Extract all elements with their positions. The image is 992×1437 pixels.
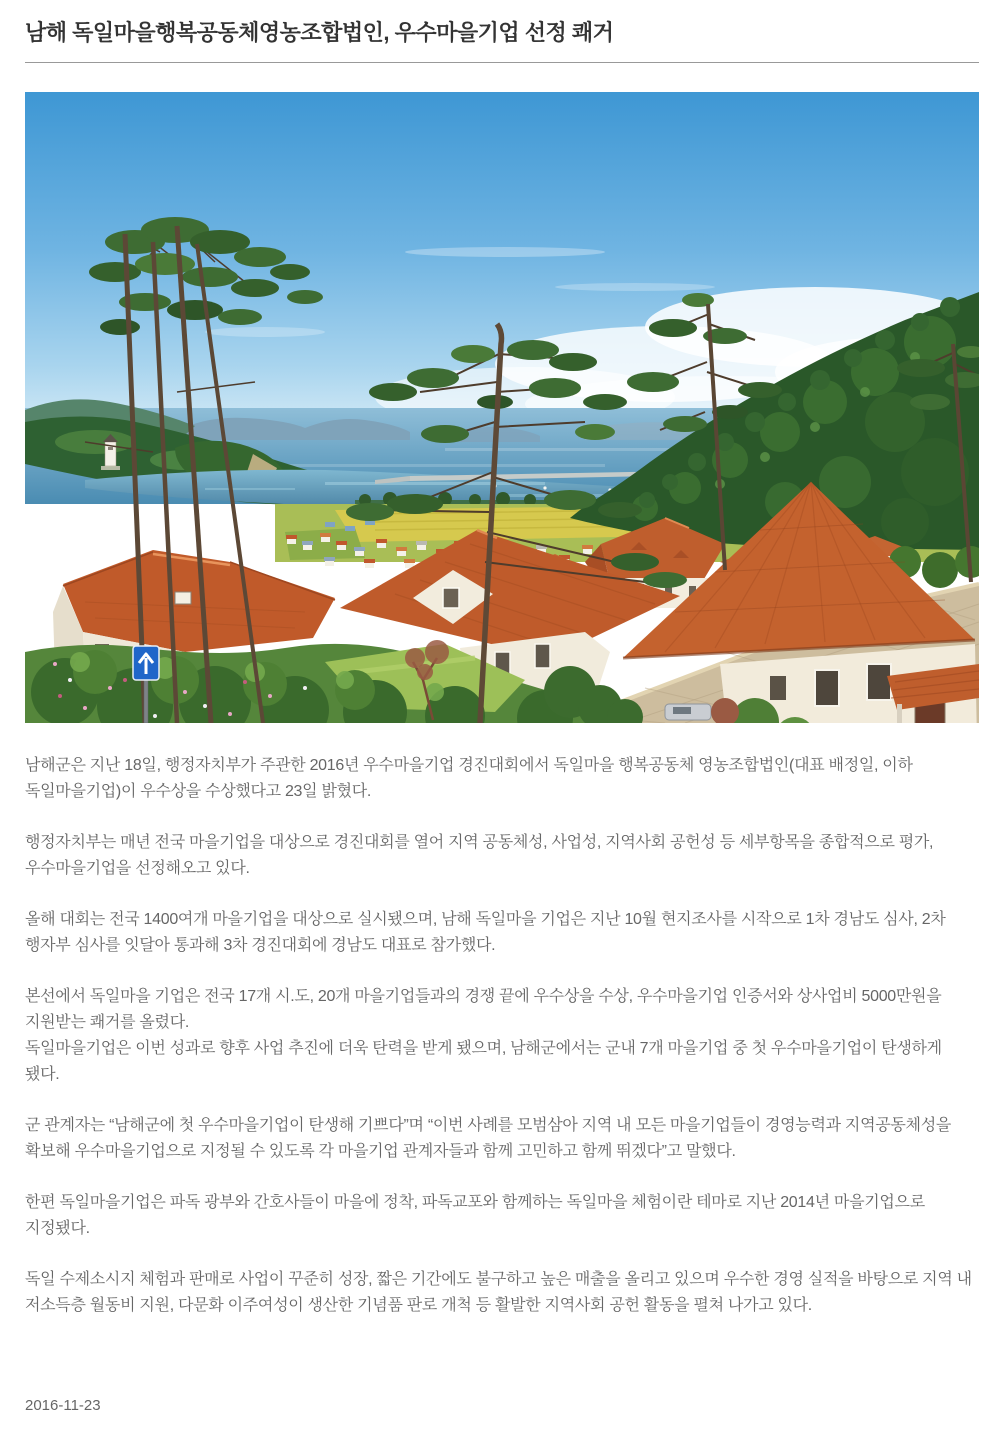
article-date: 2016-11-23: [25, 1397, 101, 1414]
article-body: [25, 753, 979, 1319]
paragraph-8: 독일 수제소시지 체험과 판매로 사업이 꾸준히 성장, 짧은 기간에도 불구하고 높은 매출을 올리고 있으며 우수한 경영 실적을 바탕으로 지역 내 저소득층 월동비 지원, 다문화 이주여성이 생산한 기념품 판로 개척 등 활발한 지역사회 공헌 활동을 펼쳐 나가고 있다.: [25, 1271, 972, 1314]
paragraph-7: 한편 독일마을기업은 파독 광부와 간호사들이 마을에 정착, 파독교포와 함께하는 독일마을 체험이란 테마로 지난 2014년 마을기업으로 지정됐다.: [25, 1194, 925, 1237]
paragraph-2: 행정자치부는 매년 전국 마을기업을 대상으로 경진대회를 열어 지역 공동체성, 사업성, 지역사회 공헌성 등 세부항목을 종합적으로 평가, 우수마을기업을 선정해오고 있다.: [25, 834, 934, 877]
article-page: [25, 0, 979, 1437]
article-photo: [25, 92, 979, 723]
village-landscape-illustration: [25, 92, 979, 723]
title-divider: [25, 62, 979, 63]
paragraph-1: 남해군은 지난 18일, 행정자치부가 주관한 2016년 우수마을기업 경진대회에서 독일마을 행복공동체 영농조합법인(대표 배정일, 이하 독일마을기업)이 우수상을 수상했다고 23일 밝혔다.: [25, 757, 913, 800]
paragraph-5: 독일마을기업은 이번 성과로 향후 사업 추진에 더욱 탄력을 받게 됐으며, 남해군에서는 군내 7개 마을기업 중 첫 우수마을기업이 탄생하게 됐다.: [25, 1040, 942, 1083]
paragraph-4: 본선에서 독일마을 기업은 전국 17개 시.도, 20개 마을기업들과의 경쟁 끝에 우수상을 수상, 우수마을기업 인증서와 상사업비 5000만원을 지원받는 쾌거를 올렸다.: [25, 988, 942, 1031]
paragraph-3: 올해 대회는 전국 1400여개 마을기업을 대상으로 실시됐으며, 남해 독일마을 기업은 지난 10월 현지조사를 시작으로 1차 경남도 심사, 2차 행자부 심사를 잇달아 통과해 3차 경진대회에 경남도 대표로 참가했다.: [25, 911, 946, 954]
paragraph-6: 군 관계자는 “남해군에 첫 우수마을기업이 탄생해 기쁘다”며 “이번 사례를 모범삼아 지역 내 모든 마을기업들이 경영능력과 지역공동체성을 확보해 우수마을기업으로 지정될 수 있도록 각 마을기업 관계자들과 함께 고민하고 함께 뛰겠다”고 말했다.: [25, 1117, 952, 1160]
article-title: 남해 독일마을행복공동체영농조합법인, 우수마을기업 선정 쾌거: [25, 20, 614, 45]
